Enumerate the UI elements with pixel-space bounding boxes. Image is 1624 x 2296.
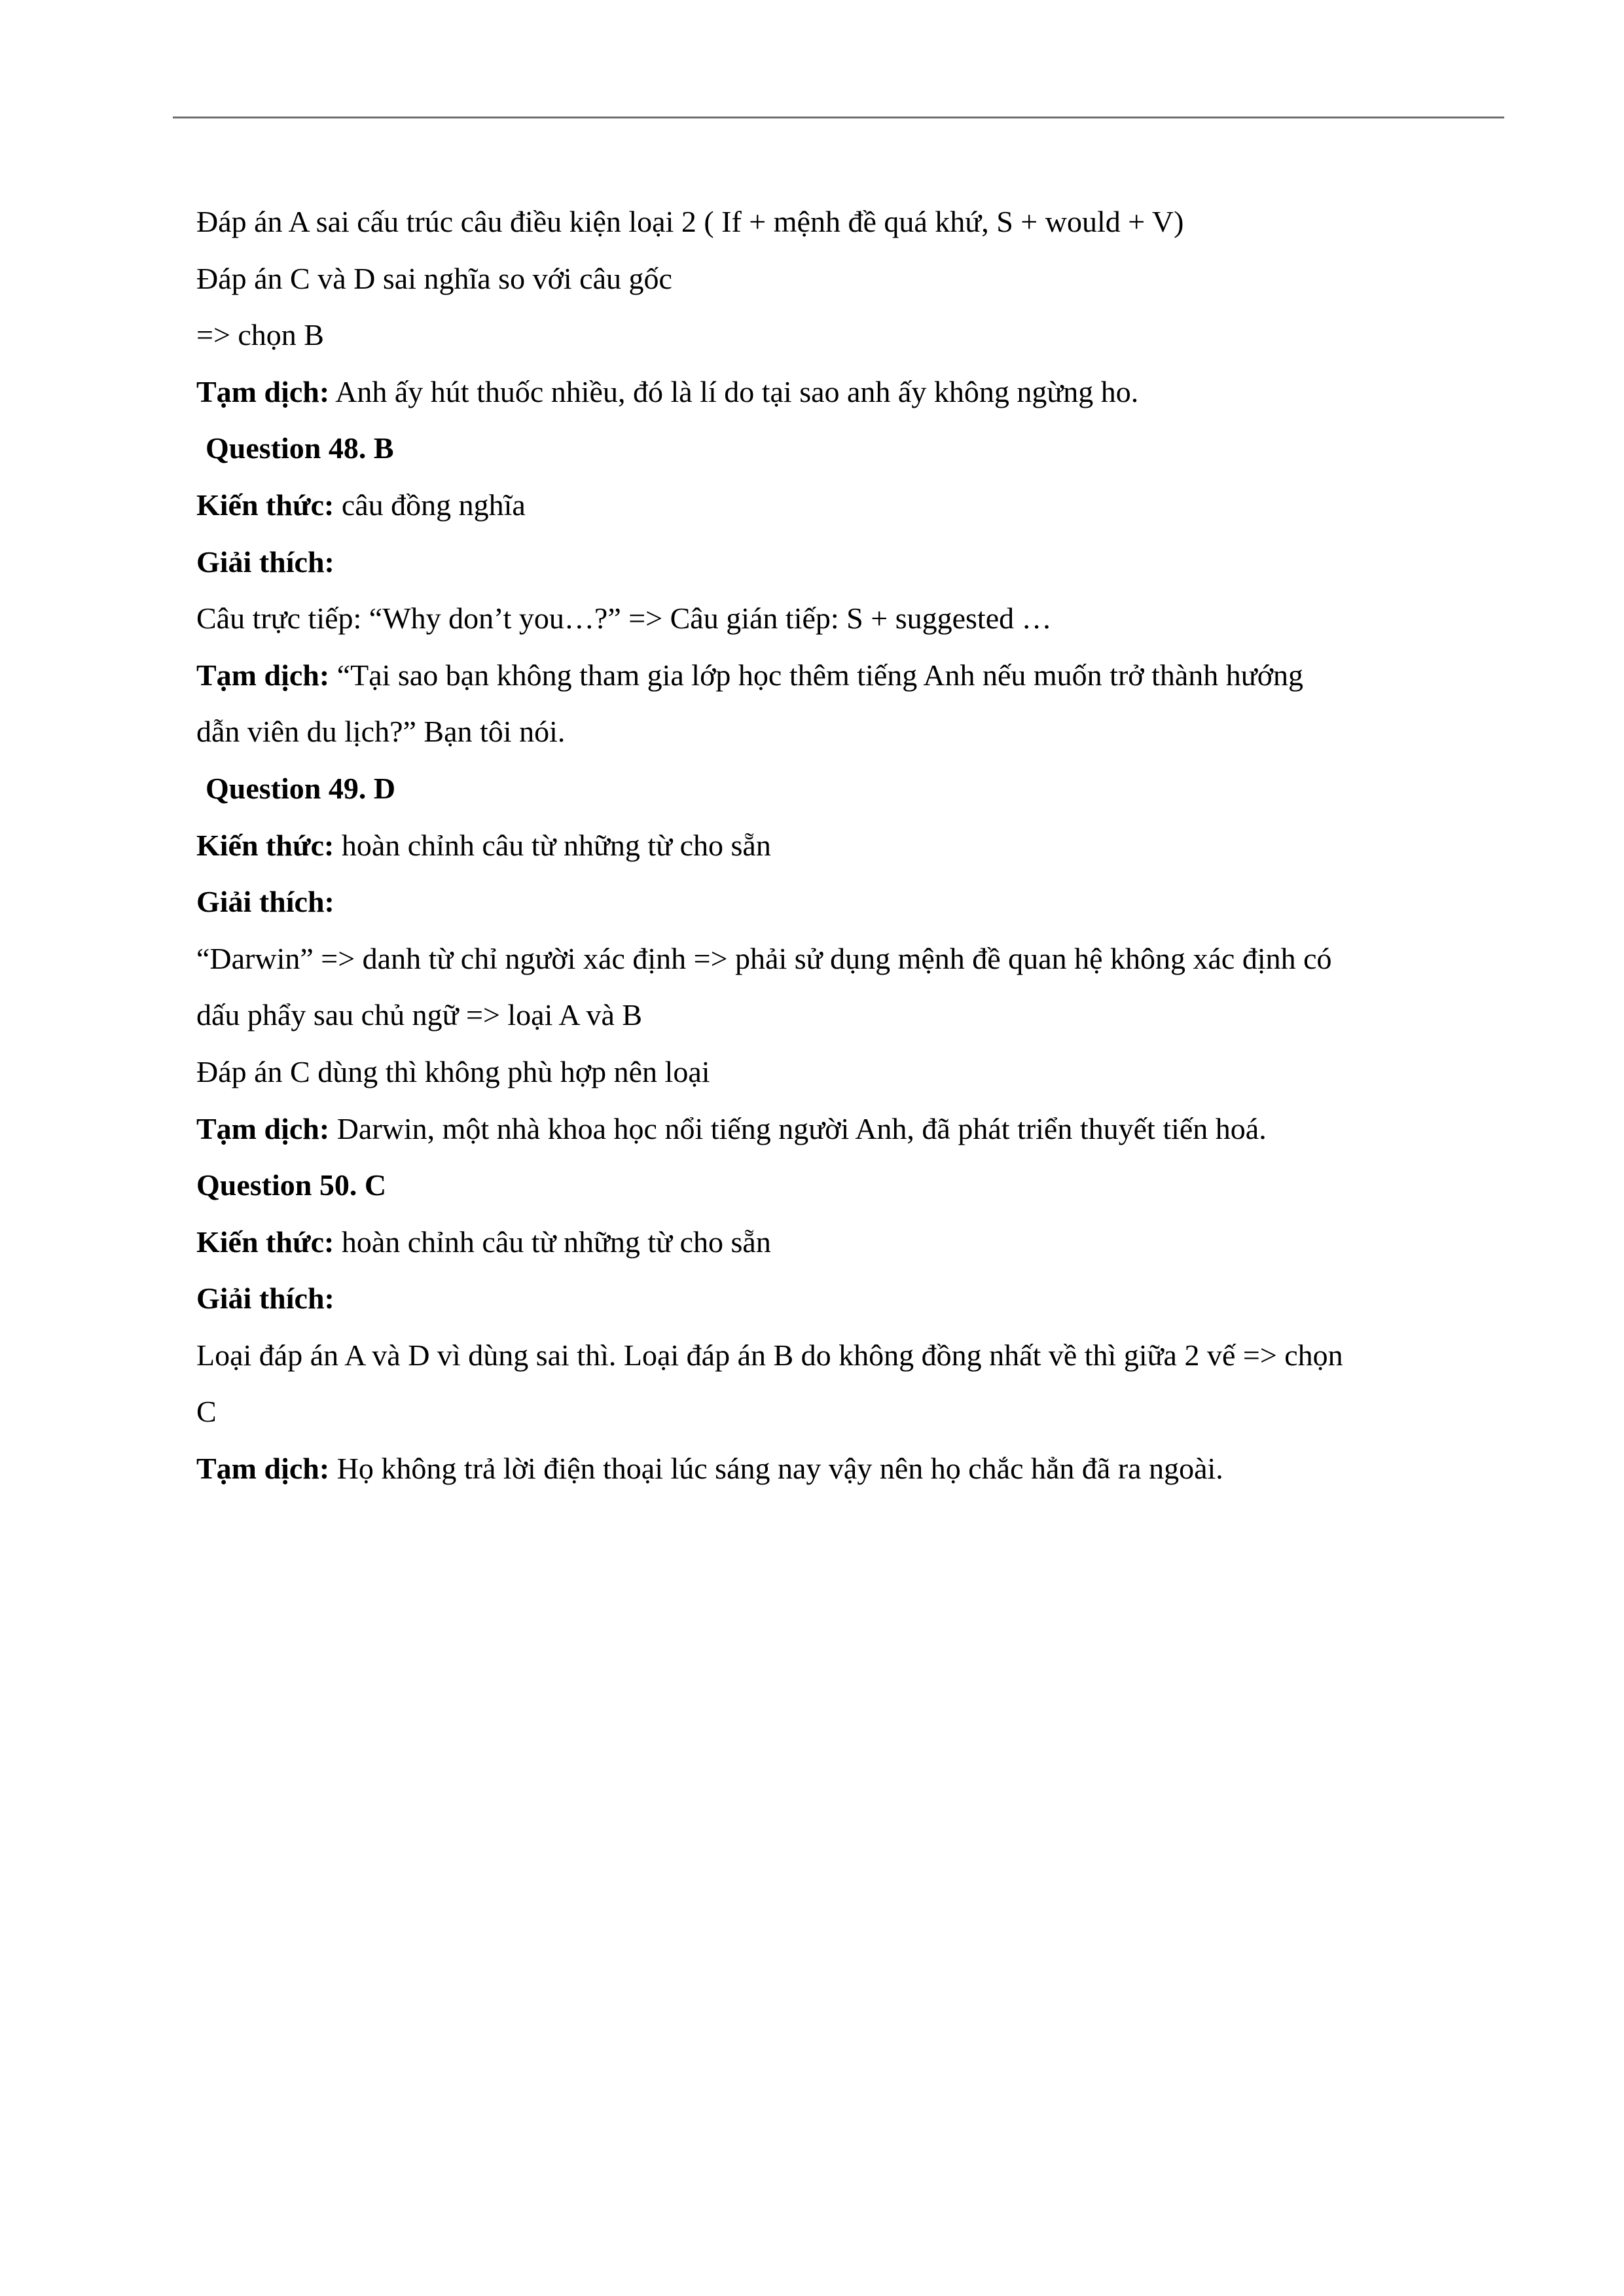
- text-line: “Darwin” => danh từ chỉ người xác định => phải sử dụng mệnh đề quan hệ không xác định có: [196, 941, 1332, 975]
- text-line: dấu phẩy sau chủ ngữ => loại A và B: [196, 998, 643, 1032]
- labeled-line: [196, 1101, 1440, 1158]
- line-text: hoàn chỉnh câu từ những từ cho sẵn: [334, 1225, 771, 1259]
- text-line: Câu trực tiếp: “Why don’t you…?” => Câu gián tiếp: S + suggested …: [196, 601, 1052, 636]
- text-line: dẫn viên du lịch?” Bạn tôi nói.: [196, 715, 566, 749]
- document-body: [196, 194, 1440, 1498]
- labeled-line: [196, 477, 1440, 534]
- text-line: => chọn B: [196, 318, 324, 352]
- text-line: Đáp án C và D sai nghĩa so với câu gốc: [196, 261, 672, 295]
- line-text: câu đồng nghĩa: [334, 488, 526, 522]
- line-text: Họ không trả lời điện thoại lúc sáng nay vậy nên họ chắc hẳn đã ra ngoài.: [329, 1452, 1223, 1486]
- question-heading: Question 50. C: [196, 1168, 387, 1202]
- explanation-heading: Giải thích:: [196, 885, 334, 919]
- line-text: Anh ấy hút thuốc nhiều, đó là lí do tại sao anh ấy không ngừng ho.: [329, 374, 1139, 408]
- labeled-line: [196, 1214, 1440, 1271]
- explanation-heading: Giải thích:: [196, 1282, 334, 1316]
- line-label: Kiến thức:: [196, 1225, 334, 1259]
- question-heading: Question 49. D: [206, 771, 396, 805]
- explanation-heading: Giải thích:: [196, 545, 334, 579]
- line-text: Darwin, một nhà khoa học nổi tiếng người Anh, đã phát triển thuyết tiến hoá.: [329, 1111, 1267, 1145]
- header-rule: [173, 117, 1504, 118]
- text-line: Đáp án A sai cấu trúc câu điều kiện loại 2 ( If + mệnh đề quá khứ, S + would + V): [196, 205, 1184, 238]
- labeled-line: [196, 1441, 1440, 1498]
- line-label: Tạm dịch:: [196, 1111, 330, 1145]
- text-line: Đáp án C dùng thì không phù hợp nên loại: [196, 1054, 710, 1088]
- text-line: Loại đáp án A và D vì dùng sai thì. Loại đáp án B do không đồng nhất về thì giữa 2 vế => chọn: [196, 1338, 1343, 1372]
- labeled-line: [196, 364, 1440, 421]
- line-text: hoàn chỉnh câu từ những từ cho sẵn: [334, 828, 771, 862]
- text-line: C: [196, 1395, 217, 1429]
- question-heading: Question 48. B: [206, 431, 394, 465]
- line-text: “Tại sao bạn không tham gia lớp học thêm tiếng Anh nếu muốn trở thành hướng: [329, 658, 1304, 692]
- line-label: Tạm dịch:: [196, 374, 330, 408]
- line-label: Tạm dịch:: [196, 658, 330, 692]
- labeled-line: [196, 817, 1440, 874]
- labeled-line: [196, 647, 1440, 704]
- line-label: Kiến thức:: [196, 828, 334, 862]
- line-label: Kiến thức:: [196, 488, 334, 522]
- line-label: Tạm dịch:: [196, 1452, 330, 1486]
